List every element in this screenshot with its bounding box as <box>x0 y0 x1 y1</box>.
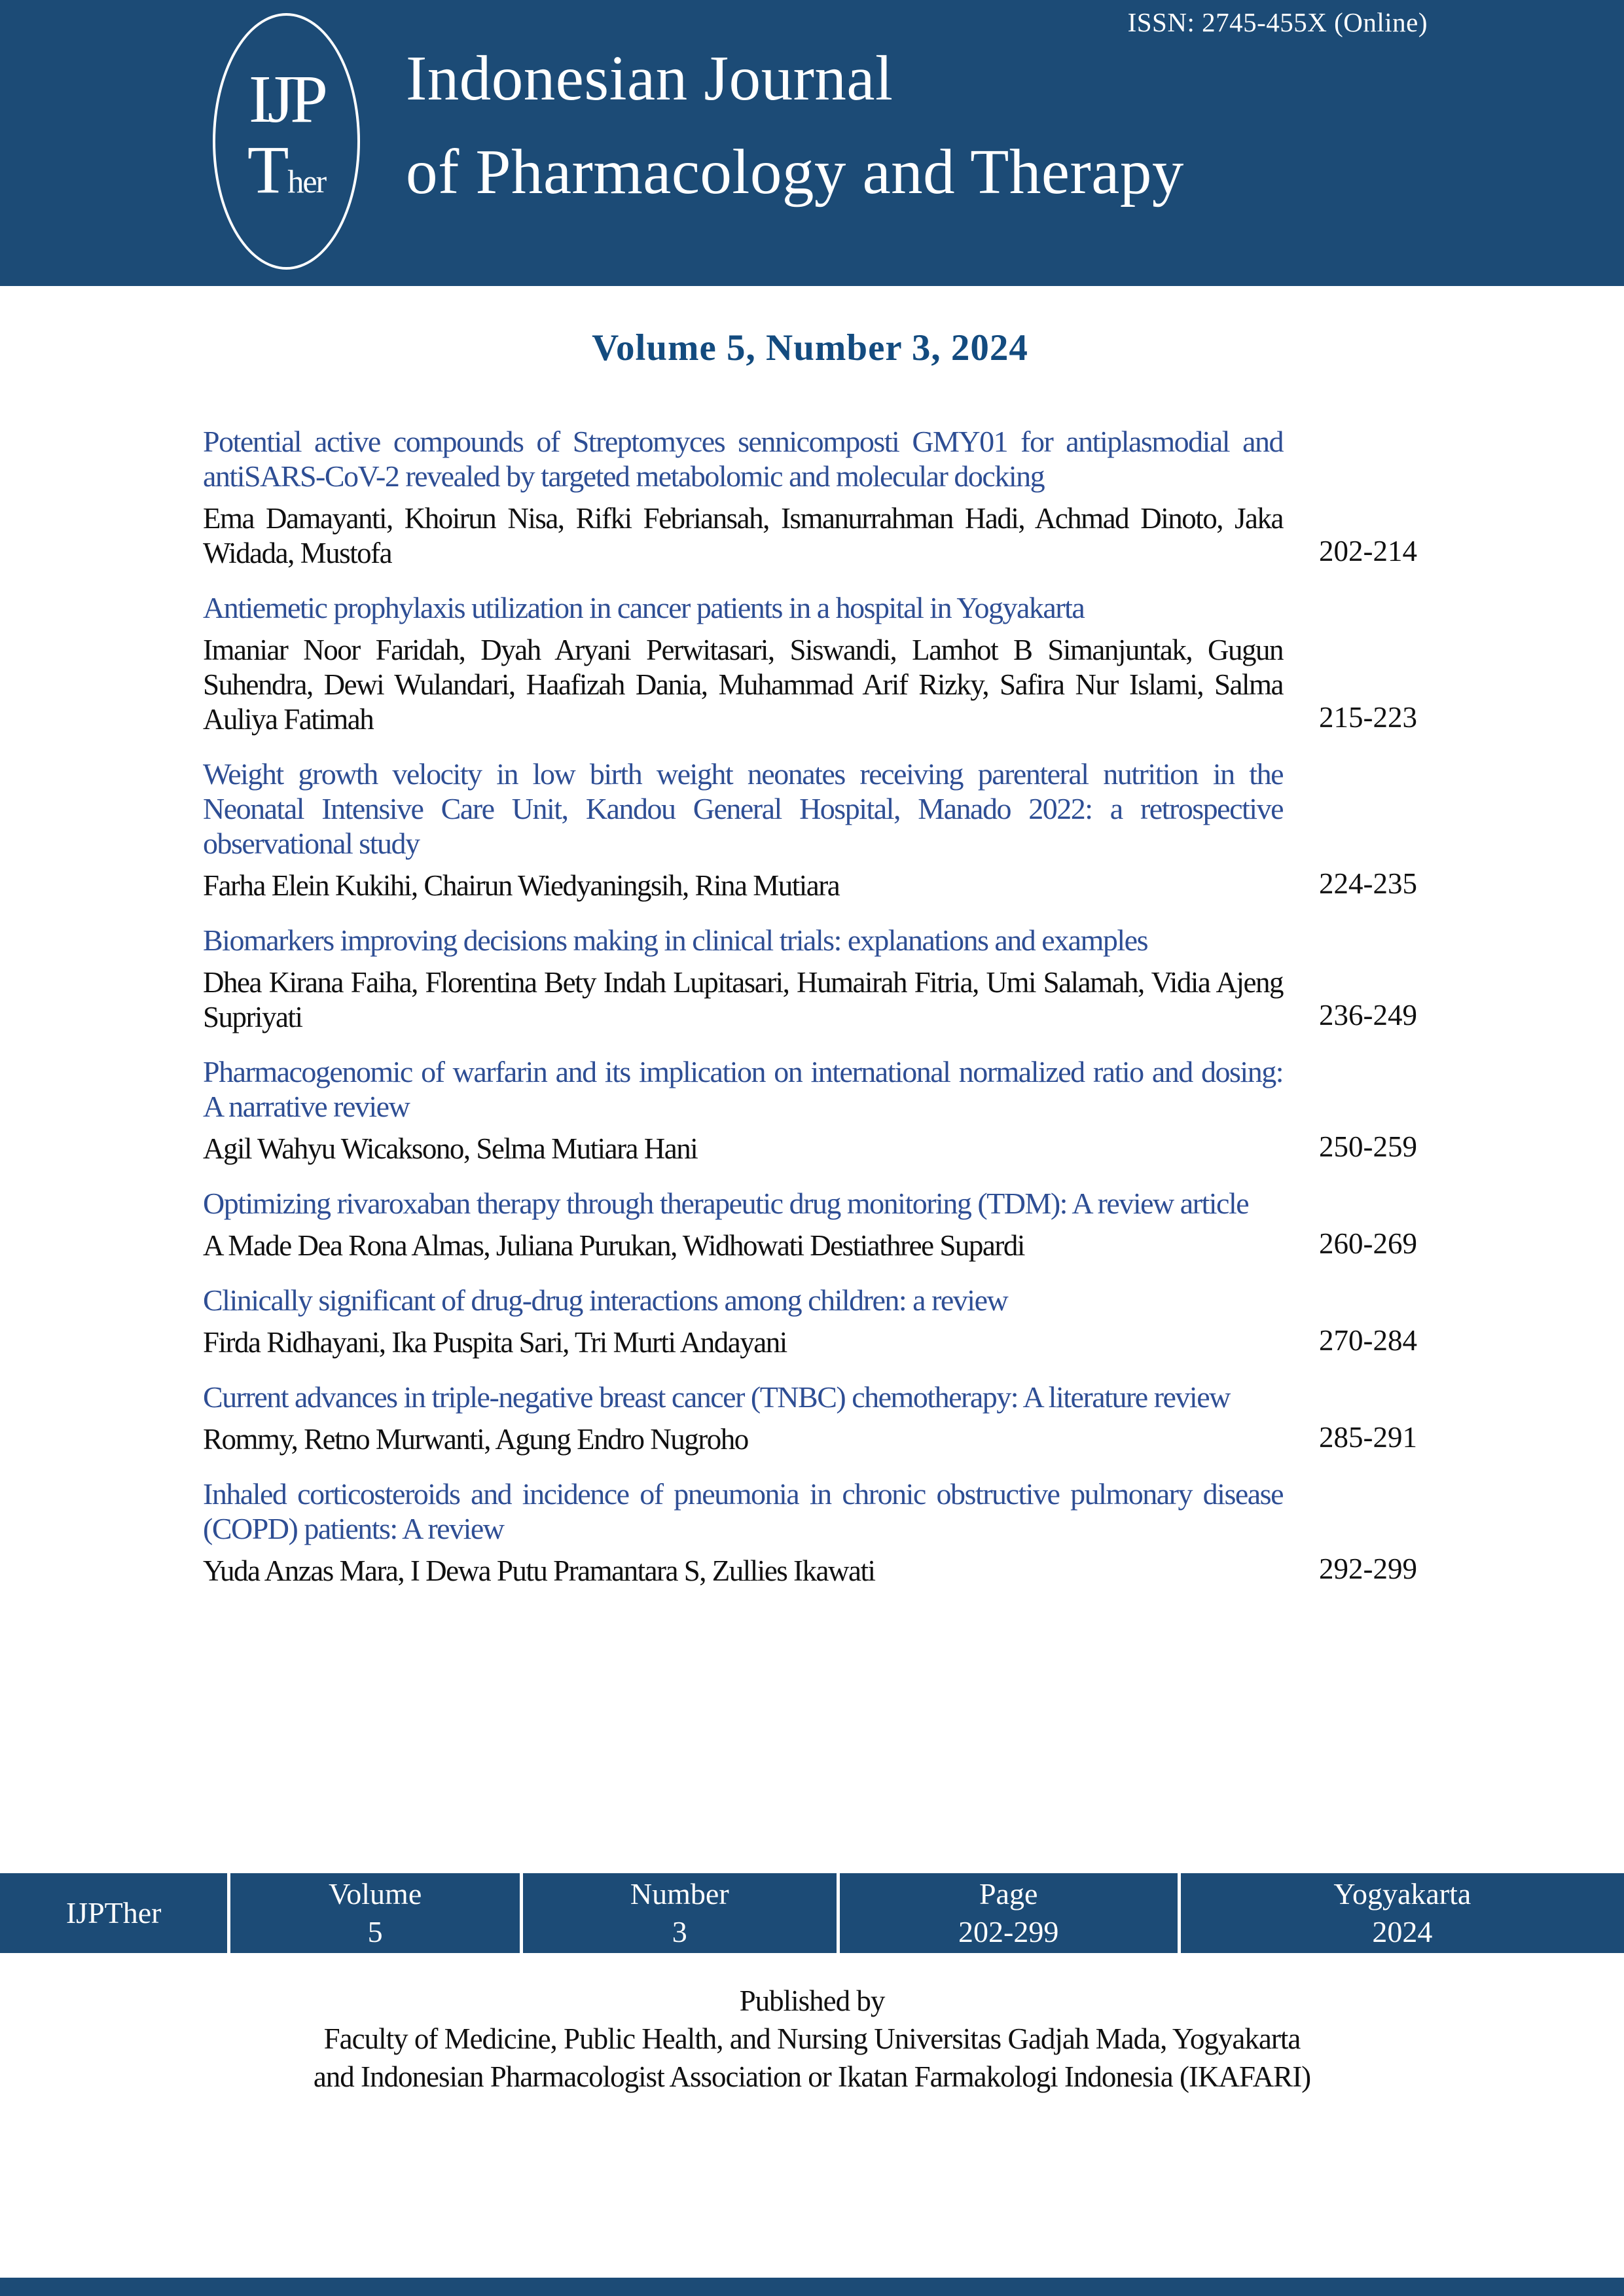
article-entry-main <box>203 1283 1283 1360</box>
article-authors: A Made Dea Rona Almas, Juliana Purukan, Widhowati Destiathree Supardi <box>203 1229 1024 1262</box>
footer-cell-city <box>1178 1873 1624 1953</box>
article-pages: 260-269 <box>1319 1227 1417 1260</box>
article-entry-main <box>203 1477 1283 1588</box>
article-entry <box>203 1054 1417 1166</box>
article-pages: 215-223 <box>1319 701 1417 734</box>
article-authors: Rommy, Retno Murwanti, Agung Endro Nugroho <box>203 1423 748 1456</box>
footer-cell-abbrev <box>0 1873 227 1953</box>
article-title: Weight growth velocity in low birth weight neonates receiving parenteral nutrition in the Neonatal Intensive Care Unit, Kandou General Hospital, Manado 2022: a retrospective observational study <box>203 757 1283 860</box>
article-authors: Yuda Anzas Mara, I Dewa Putu Pramantara S, Zullies Ikawati <box>203 1554 875 1587</box>
article-entry-main <box>203 1186 1283 1263</box>
footer-info-bar <box>0 1873 1624 1953</box>
bottom-accent-strip <box>0 2278 1624 2296</box>
article-title: Optimizing rivaroxaban therapy through therapeutic drug monitoring (TDM): A review article <box>203 1187 1249 1220</box>
article-entry-main <box>203 590 1283 737</box>
footer-number-value: 3 <box>672 1915 687 1948</box>
article-pages: 202-214 <box>1319 535 1417 567</box>
footer-city-label: Yogyakarta <box>1333 1877 1471 1910</box>
journal-logo-monogram-bottom <box>247 134 325 218</box>
article-title: Inhaled corticosteroids and incidence of pneumonia in chronic obstructive pulmonary disease (COPD) patients: A review <box>203 1477 1283 1545</box>
journal-logo-monogram-top: IJP <box>249 61 324 137</box>
article-pages: 270-284 <box>1319 1324 1417 1357</box>
article-pages: 292-299 <box>1319 1552 1417 1585</box>
footer-volume-label: Volume <box>328 1877 422 1910</box>
article-authors: Ema Damayanti, Khoirun Nisa, Rifki Febriansah, Ismanurrahman Hadi, Achmad Dinoto, Jaka Widada, Mustofa <box>203 502 1283 569</box>
footer-number-label: Number <box>630 1877 729 1910</box>
article-entry-main <box>203 424 1283 571</box>
article-list <box>203 424 1417 1588</box>
published-by-line3: and Indonesian Pharmacologist Association or Ikatan Farmakologi Indonesia (IKAFARI) <box>313 2060 1311 2093</box>
journal-title <box>406 31 1184 219</box>
journal-logo-t: T <box>247 132 288 207</box>
header-band <box>0 0 1624 286</box>
published-by-line2: Faculty of Medicine, Public Health, and Nursing Universitas Gadjah Mada, Yogyakarta <box>323 2022 1301 2055</box>
article-title: Biomarkers improving decisions making in clinical trials: explanations and examples <box>203 924 1147 957</box>
article-entry-main <box>203 1054 1283 1166</box>
footer-cell-page <box>837 1873 1178 1953</box>
footer-city-value: 2024 <box>1372 1915 1433 1948</box>
article-entry <box>203 590 1417 737</box>
footer-page-value: 202-299 <box>958 1915 1059 1948</box>
footer-cell-number <box>520 1873 837 1953</box>
article-pages: 250-259 <box>1319 1130 1417 1163</box>
article-entry <box>203 1477 1417 1588</box>
published-by-block <box>0 1982 1624 2096</box>
journal-abbrev: IJPTher <box>65 1896 162 1929</box>
article-entry <box>203 1380 1417 1457</box>
footer-cell-volume <box>227 1873 520 1953</box>
published-by-line1: Published by <box>739 1984 885 2017</box>
journal-title-line1: Indonesian Journal <box>406 43 893 113</box>
journal-logo-her: her <box>287 162 326 200</box>
article-entry <box>203 757 1417 903</box>
article-authors: Dhea Kirana Faiha, Florentina Bety Indah Lupitasari, Humairah Fitria, Umi Salamah, Vidia Ajeng Supriyati <box>203 966 1283 1033</box>
article-entry <box>203 1283 1417 1360</box>
article-entry-main <box>203 1380 1283 1457</box>
article-pages: 224-235 <box>1319 867 1417 900</box>
article-authors: Imaniar Noor Faridah, Dyah Aryani Perwitasari, Siswandi, Lamhot B Simanjuntak, Gugun Suhendra, Dewi Wulandari, Haafizah Dania, Muhammad Arif Rizky, Safira Nur Islami, Salma Auliya Fatimah <box>203 634 1283 736</box>
article-title: Clinically significant of drug-drug interactions among children: a review <box>203 1283 1008 1317</box>
article-title: Pharmacogenomic of warfarin and its implication on international normalized ratio and dosing: A narrative review <box>203 1055 1283 1123</box>
issue-heading: Volume 5, Number 3, 2024 <box>592 327 1028 368</box>
article-entry <box>203 424 1417 571</box>
footer-page-label: Page <box>979 1877 1038 1910</box>
article-entry <box>203 923 1417 1035</box>
article-title: Potential active compounds of Streptomyces sennicomposti GMY01 for antiplasmodial and antiSARS-CoV-2 revealed by targeted metabolomic and molecular docking <box>203 425 1283 493</box>
journal-logo <box>213 13 360 270</box>
article-title: Antiemetic prophylaxis utilization in cancer patients in a hospital in Yogyakarta <box>203 591 1085 624</box>
article-authors: Agil Wahyu Wicaksono, Selma Mutiara Hani <box>203 1132 698 1165</box>
article-title: Current advances in triple-negative breast cancer (TNBC) chemotherapy: A literature review <box>203 1380 1230 1414</box>
article-pages: 236-249 <box>1319 999 1417 1031</box>
journal-title-line2: of Pharmacology and Therapy <box>406 137 1184 207</box>
article-pages: 285-291 <box>1319 1421 1417 1454</box>
article-entry-main <box>203 923 1283 1035</box>
footer-volume-value: 5 <box>367 1915 383 1948</box>
article-entry <box>203 1186 1417 1263</box>
article-authors: Firda Ridhayani, Ika Puspita Sari, Tri Murti Andayani <box>203 1326 787 1359</box>
article-authors: Farha Elein Kukihi, Chairun Wiedyaningsih, Rina Mutiara <box>203 869 840 902</box>
article-entry-main <box>203 757 1283 903</box>
issn-label: ISSN: 2745-455X (Online) <box>1127 7 1428 37</box>
